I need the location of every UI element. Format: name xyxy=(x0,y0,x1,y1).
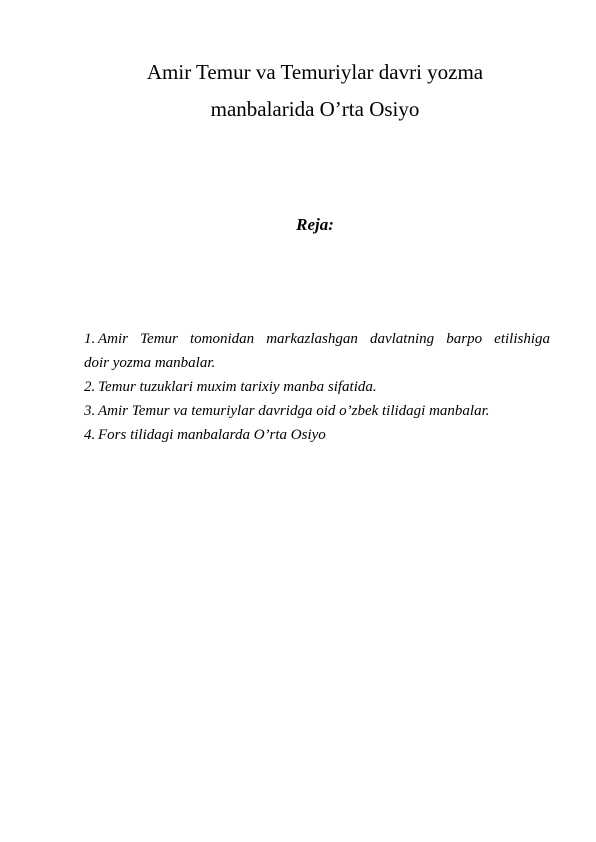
plan-item-number: 4. xyxy=(84,427,96,443)
plan-item-1-continuation: doir yozma manbalar. xyxy=(84,355,216,371)
plan-item-1 xyxy=(84,327,550,351)
document-title-line-2: manbalarida O’rta Osiyo xyxy=(210,97,420,121)
plan-item-3 xyxy=(84,399,550,423)
plan-item-number: 3. xyxy=(84,403,96,419)
plan-item-text: Fors tilidagi manbalarda O’rta Osiyo xyxy=(98,427,326,443)
plan-item-text: Temur tuzuklari muxim tarixiy manba sifatida. xyxy=(98,379,377,395)
document-title-line-1: Amir Temur va Temuriylar davri yozma xyxy=(146,60,484,84)
plan-item-2 xyxy=(84,375,550,399)
plan-list xyxy=(84,327,550,447)
plan-item-number: 2. xyxy=(84,379,96,395)
plan-heading: Reja: xyxy=(296,215,334,234)
plan-item-4 xyxy=(84,423,550,447)
plan-item-text: Amir Temur tomonidan markazlashgan davlatning barpo etilishiga xyxy=(98,331,550,347)
plan-item-text: Amir Temur va temuriylar davridga oid o’zbek tilidagi manbalar. xyxy=(98,403,490,419)
plan-item-number: 1. xyxy=(84,331,96,347)
